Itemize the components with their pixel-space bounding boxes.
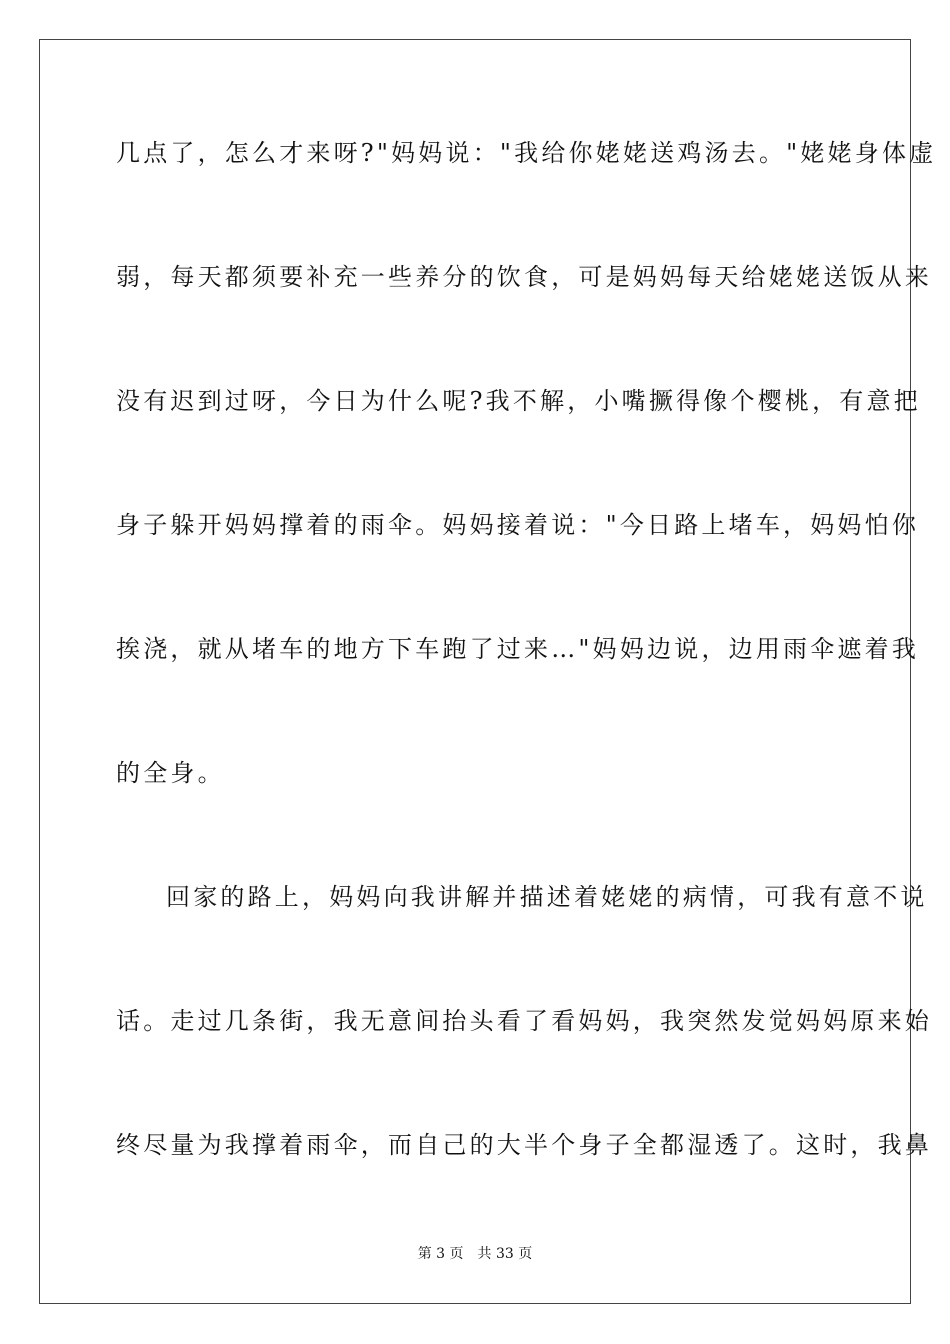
page-total: 共 33 页 xyxy=(477,1246,533,1262)
text-line-7: 回家的路上，妈妈向我讲解并描述着姥姥的病情，可我有意不说 xyxy=(166,883,928,911)
page-border xyxy=(39,39,937,1304)
text-line-5: 挨浇，就从堵车的地方下车跑了过来…"妈妈边说，边用雨伞遮着我 xyxy=(116,635,920,663)
text-line-6: 的全身。 xyxy=(116,759,225,787)
text-line-9: 终尽量为我撑着雨伞，而自己的大半个身子全都湿透了。这时，我鼻 xyxy=(116,1131,932,1159)
text-line-3: 没有迟到过呀，今日为什么呢?我不解，小嘴撅得像个樱桃，有意把 xyxy=(116,387,921,415)
text-line-1: 几点了，怎么才来呀?"妈妈说："我给你姥姥送鸡汤去。"姥姥身体虚 xyxy=(116,139,937,167)
text-line-2: 弱，每天都须要补充一些养分的饮食，可是妈妈每天给姥姥送饭从来 xyxy=(116,263,932,291)
page-footer xyxy=(0,1244,950,1264)
text-line-8: 话。走过几条街，我无意间抬头看了看妈妈，我突然发觉妈妈原来始 xyxy=(116,1007,932,1035)
page-number: 第 3 页 xyxy=(417,1246,464,1262)
text-line-4: 身子躲开妈妈撑着的雨伞。妈妈接着说："今日路上堵车，妈妈怕你 xyxy=(116,511,920,539)
